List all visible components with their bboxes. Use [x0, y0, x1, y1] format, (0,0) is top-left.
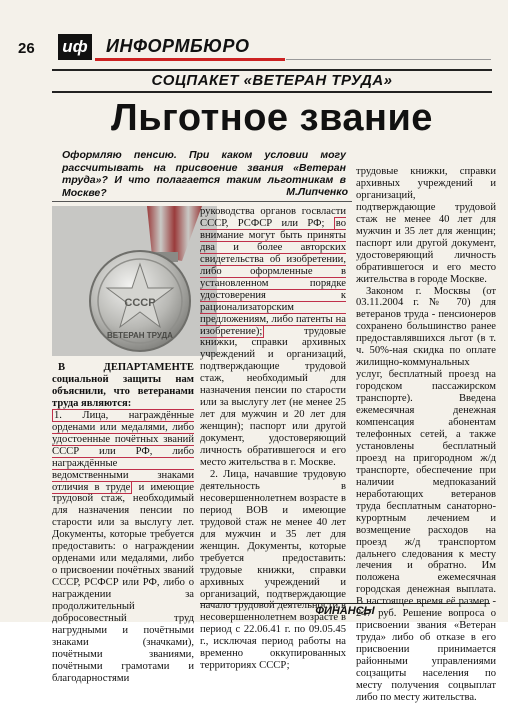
department-intro: В ДЕПАРТАМЕНТЕ социальной защиты нам объяснили, что ветеранами труда являются:	[52, 362, 194, 409]
publication-logo: иф	[58, 34, 92, 60]
medal-photo	[52, 206, 217, 356]
medal-illustration	[52, 206, 217, 356]
column-3	[356, 166, 496, 704]
article-headline: Льготное звание	[111, 97, 433, 139]
question-author: М.Липченко	[286, 186, 348, 198]
column-2-text-a: руководства органов госвласти СССР, РСФСР или РФ;	[200, 206, 346, 229]
page-footer: ФИНАНСЫ	[200, 603, 490, 619]
column-2-item-2: 2. Лица, начавшие трудовую деятельность в несовершеннолетнем возрасте в период ВОВ и имеющие трудовой стаж не менее 40 лет для мужчин и 35 лет для женщин. Документы, которые требуется предоставить: трудовые книжки, справки архивных учреждений и организаций, подтверждающие начало трудовой деятельности в несовершеннолетнем возрасте в период с 22.06.41 г. по 09.05.45 г., исключая период работы на временно оккупированных территориях СССР;	[200, 468, 346, 672]
medal-caption: ВЕТЕРАН ТРУДА	[107, 331, 173, 340]
header-rule-thin	[286, 59, 491, 60]
reader-question: Оформляю пенсию. При каком условии могу рассчитывать на присвоение звания «Ветеран труда»? И что полагается таким льготникам в Москве?	[62, 149, 346, 199]
column-1-text: и имеющие трудовой стаж, необходимый для назначения пенсии по старости или за выслугу лет. Документы, которые требуется предоставить: о награждении орденами или медалями, либо о присвоении почётных званий СССР, РСФСР или РФ, либо о награждении за продолжительный добросовестный труд нагрудными и почётными знаками (значками), почётными званиями, почётными грамотами и благодарностями	[52, 481, 194, 684]
page-number: 26	[18, 40, 35, 57]
highlighted-passage-1: 1. Лица, награждённые орденами или медалями, либо удостоенные почётных званий СССР или РФ, либо награждённые ведомственными знаками отличия в труде	[52, 409, 194, 493]
column-3-text-a: трудовые книжки, справки архивных учреждений и организаций, подтверждающие трудовой стаж не менее 40 лет для мужчин и 35 лет для женщин; паспорт или другой документ, удостоверяющий личность обратившегося и его место жительства в городе Москве.	[356, 166, 496, 285]
header-rule	[95, 58, 285, 61]
column-2-text-b: трудовые книжки, справки архивных учреждений и организаций, подтверждающие трудовой стаж, необходимый для назначения пенсии по старости или за выслугу лет (не менее 25 лет для мужчин и 20 лет для женщин); паспорт или другой документ, удостоверяющий личность обратившегося и его место жительства в г. Москве.	[200, 325, 346, 469]
section-title: ИНФОРМБЮРО	[106, 36, 250, 56]
column-1	[52, 362, 194, 685]
page-header	[0, 32, 508, 64]
rubric-bar: СОЦПАКЕТ «ВЕТЕРАН ТРУДА»	[52, 69, 492, 93]
column-3-text-b: Законом г. Москвы (от 03.11.2004 г. № 70) для ветеранов труда - пенсионеров сохранено большинство ранее предоставлявшихся льгот (в т. ч. 50%-ная скидка по оплате жилищно-коммунальных услуг, бесплатный проезд на городском пассажирском транспорте). Введена ежемесячная денежная компенсация абонентам телефонных сетей, а также установлены бесплатный проезд на пригородном ж/д транспорте, обеспечение при наличии медпоказаний неработающих ветеранов труда бесплатным санаторно-курортным лечением и возмещение расходов на проезд ж/д транспортом дальнего следования к месту лечения и обратно. Им положена ежемесячная городская денежная выплата. В настоящее время её размер - 247 руб. Решение вопроса о присвоении звания «Ветеран труда» либо об отказе в его присвоении принимается районными управлениями соцзащиты населения по месту получения соцвыплат либо по месту жительства.	[356, 285, 496, 703]
medal-emblem-text: СССР	[124, 297, 156, 309]
question-divider	[52, 201, 352, 202]
highlighted-passage-2: во внимание могут быть приняты два и более авторских свидетельства об изобретении, либо оформленные в установленном порядке удостоверения к рационализаторским предложениям, либо патенты на изобретение);	[200, 217, 346, 337]
